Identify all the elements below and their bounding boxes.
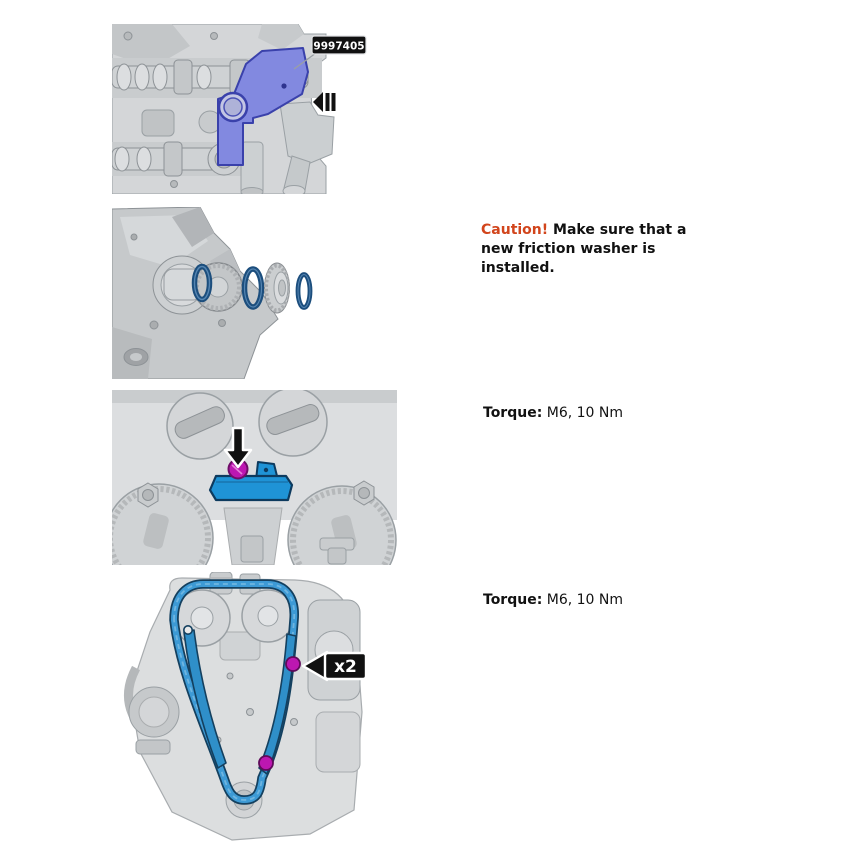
tool-number-label [312,36,366,54]
cam-lobe [137,147,151,171]
center-shaft [241,536,263,562]
bolt-head [219,320,226,327]
torque-note-1 [483,404,623,423]
bolt-head [211,33,218,40]
figure-guide-bolt [112,390,397,565]
pipe-stub [241,142,263,194]
bolt-head [247,709,254,716]
torque-note-2 [483,591,623,610]
bolt-head [291,719,298,726]
figure-counterhold-tool [112,24,368,194]
torque-value: M6, 10 Nm [542,592,624,608]
bearing-cap [164,142,182,176]
cam-lobe [135,64,149,90]
bearing-cap [174,60,192,94]
caution-body: Make sure that a new friction washer is installed. [481,222,687,276]
caution-prefix: Caution! [481,222,549,238]
cam-lobe [115,147,129,171]
solenoid-bore-left [167,393,233,459]
tool-hole-inner [224,98,242,116]
bolt-head [124,32,132,40]
figure-timing-chain [110,572,372,858]
engine-block-drawing [112,207,324,379]
count-badge-text: x2 [334,657,357,677]
thermostat-housing [280,102,334,164]
bolt-head [150,321,158,329]
guide-bolt [286,657,300,671]
block-boss-hole [130,353,142,361]
pipe-stub-opening [241,188,263,195]
tool-pin-hole [281,83,286,88]
bolt-head [131,234,137,240]
cam-lobe [153,64,167,90]
torque-prefix: Torque: [483,592,543,608]
torque-value: M6, 10 Nm [542,405,624,421]
guide-bolt [259,756,273,770]
engine-front-drawing [110,572,372,858]
tool-number-text: 9997405 [313,40,365,53]
torque-prefix: Torque: [483,405,543,421]
engine-background-band [112,390,397,403]
figure-friction-washer-seals [112,207,324,379]
cam-lobe [117,64,131,90]
caution-note [481,221,721,278]
friction-washer [265,263,290,313]
head-port [142,110,174,136]
engine-head-drawing [112,24,368,194]
cam-drive-drawing [112,390,397,565]
cam-lobe [197,65,211,89]
right-bracket [316,712,360,772]
pipe-opening [283,186,305,195]
bolt-head [227,673,233,679]
bolt-head [171,181,178,188]
solenoid-bore-right [259,390,327,456]
